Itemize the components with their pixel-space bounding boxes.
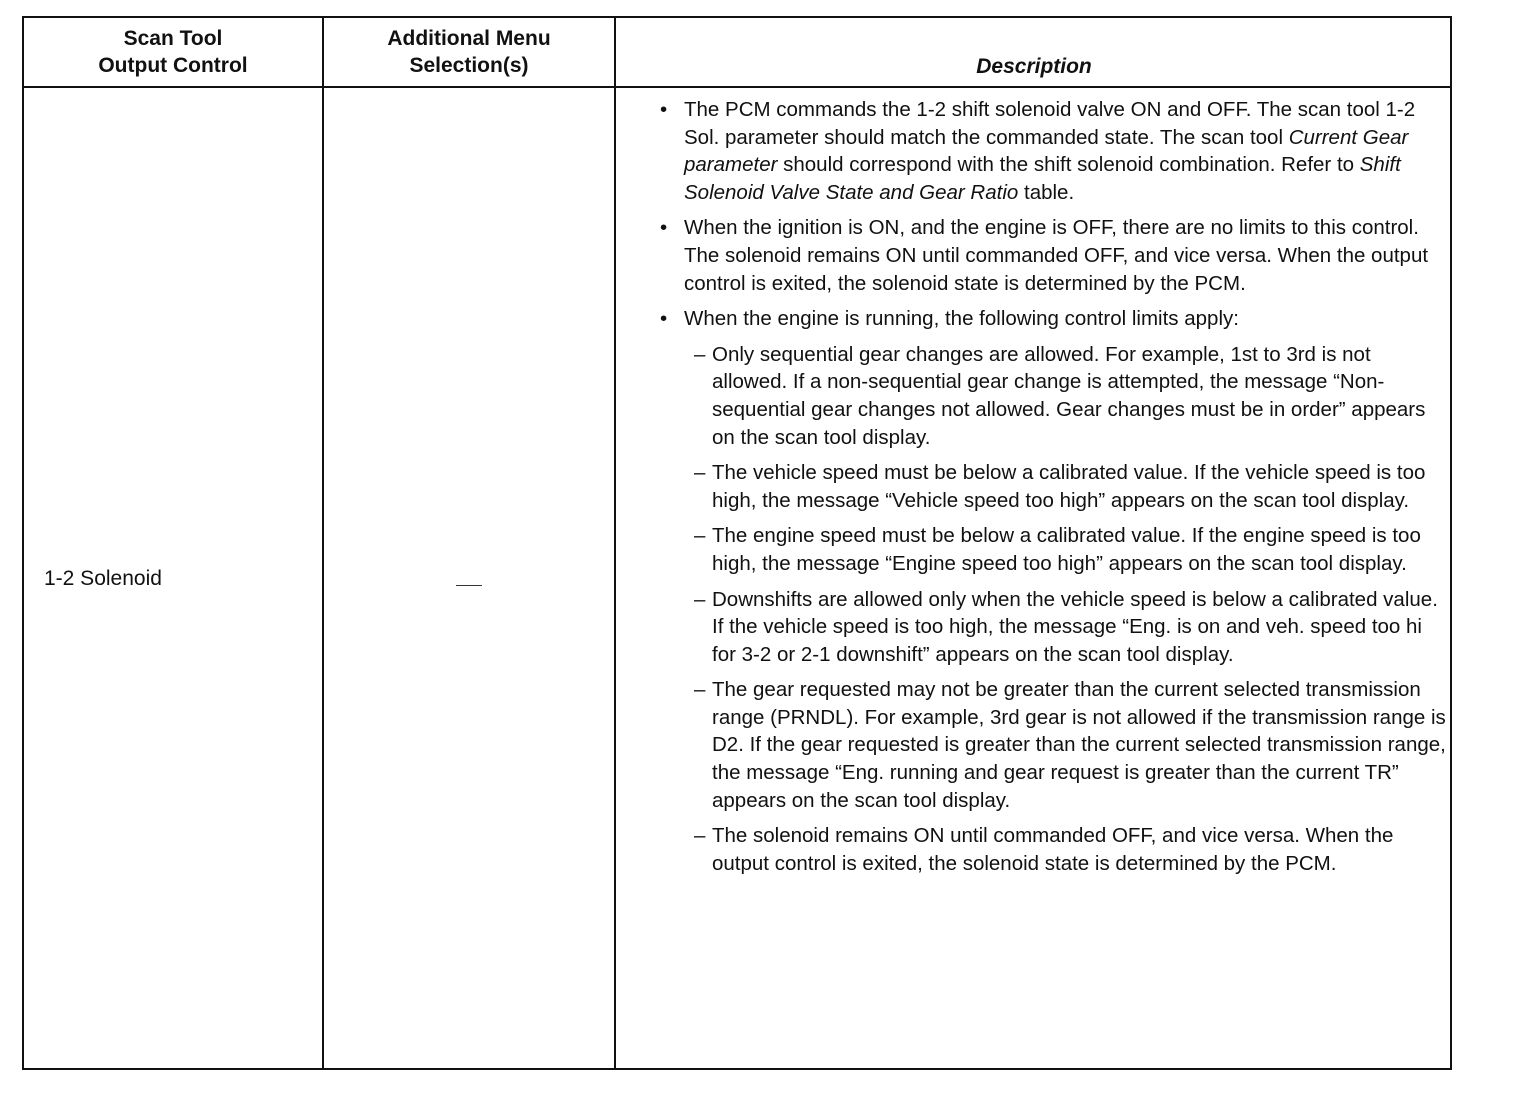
sub-item: – The engine speed must be below a calibrated value. If the engine speed is too high, the message “Engine speed too high” appears on the scan tool display.	[694, 522, 1450, 577]
header-line: Description	[976, 55, 1092, 78]
sub-item: – Only sequential gear changes are allowed. For example, 1st to 3rd is not allowed. If a non-sequential gear change is attempted, the message “Non-sequential gear changes not allowed. Gear changes must be in order” appears on the scan tool display.	[694, 341, 1450, 451]
text-segment: should correspond with the shift solenoid combination. Refer to	[777, 153, 1360, 177]
text-segment: When the ignition is ON, and the engine is OFF, there are no limits to this control. The solenoid remains ON until commanded OFF, and vice versa. When the output control is exited, the solenoid state is determined by the PCM.	[684, 216, 1429, 295]
bullet-item	[660, 305, 1450, 333]
italic-segment: Shift Solenoid Valve State and Gear Ratio	[684, 153, 1401, 204]
column-divider	[614, 18, 616, 1068]
text-segment: table.	[1018, 180, 1075, 204]
bullet-item	[660, 96, 1450, 206]
sub-item: – Downshifts are allowed only when the vehicle speed is below a calibrated value. If the vehicle speed is too high, the message “Eng. is on and veh. speed too hi for 3-2 or 2-1 downshift” appears on the scan tool display.	[694, 586, 1450, 669]
header-line: Additional Menu	[387, 27, 551, 50]
sub-item: – The solenoid remains ON until commanded OFF, and vice versa. When the output control is exited, the solenoid state is determined by the PCM.	[694, 822, 1450, 877]
header-line: Selection(s)	[409, 54, 529, 77]
bullet-item	[660, 214, 1450, 297]
header-scan-tool-output-control	[24, 18, 322, 86]
header-additional-menu-selections	[324, 18, 614, 86]
description-cell	[660, 96, 1450, 885]
sub-item: – The vehicle speed must be below a calibrated value. If the vehicle speed is too high, the message “Vehicle speed too high” appears on the scan tool display.	[694, 459, 1450, 514]
italic-segment: Current Gear parameter	[684, 125, 1409, 177]
header-line: Output Control	[98, 54, 248, 77]
output-control-table	[22, 16, 1452, 1070]
header-line: Scan Tool	[123, 27, 223, 50]
sub-item: – The gear requested may not be greater than the current selected transmission range (PRNDL). For example, 3rd gear is not allowed if the transmission range is D2. If the gear requested is greater than the current selected transmission range, the message “Eng. running and gear request is greater than the current TR” appears on the scan tool display.	[694, 676, 1450, 814]
menu-selection-dash	[456, 585, 482, 586]
header-description	[616, 18, 1452, 86]
column-divider	[322, 18, 324, 1068]
text-segment: The PCM commands the 1-2 shift solenoid valve ON and OFF. The scan tool 1-2 Sol. parameter should match the commanded state. The scan tool	[684, 98, 1416, 149]
text-segment: When the engine is running, the following control limits apply:	[684, 307, 1239, 331]
header-divider	[24, 86, 1450, 88]
output-control-cell: 1-2 Solenoid	[44, 567, 162, 590]
